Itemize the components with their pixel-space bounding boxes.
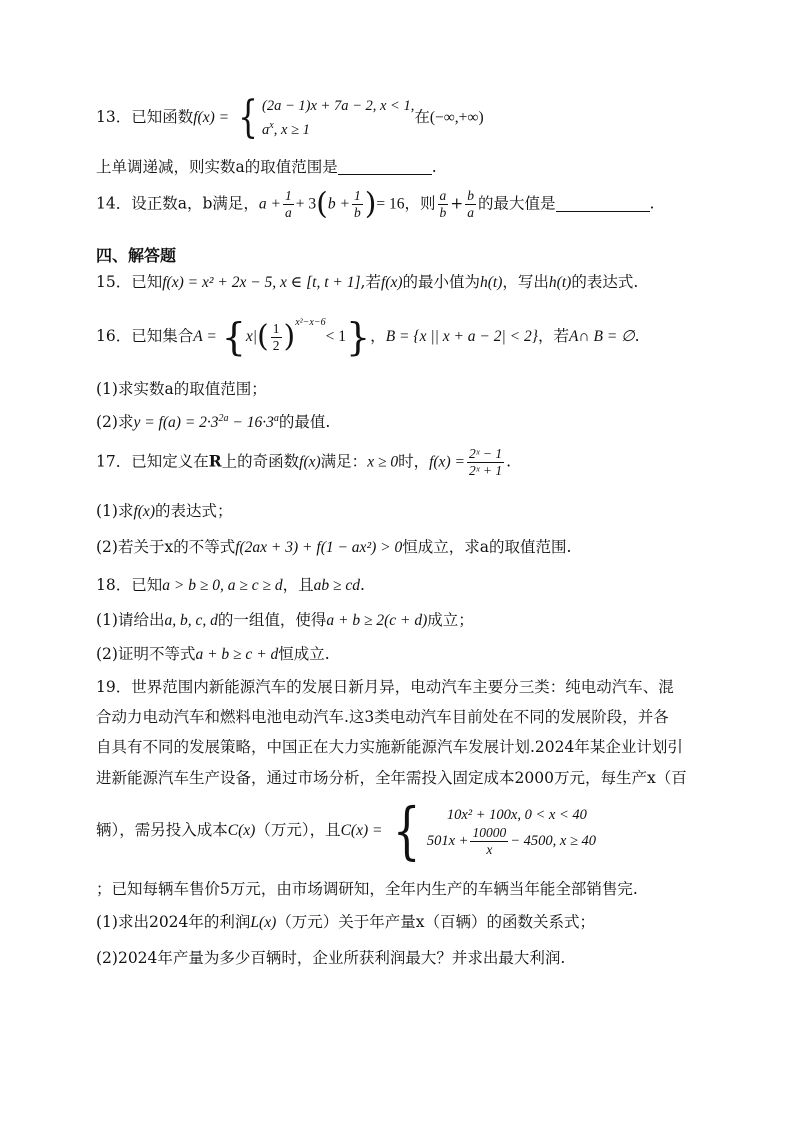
question-number: 18．	[96, 576, 132, 594]
question-13: 13．已知函数f(x) = { (2a − 1)x + 7a − 2, x < 1, $a^x$, x ≥ 1 在(−∞,+∞)	[96, 92, 484, 143]
question-19-line5: 辆），需另投入成本C(x)（万元），且C(x) = { 10x² + 100x, 0 < x < 40 501x + $\frac{10000}{x}$ − 4500, x ≥ 40	[96, 794, 597, 867]
left-brace-icon: {	[393, 794, 421, 867]
question-16-part2: (2)求$y = f(a) = 2\cdot 3^{2a} - 16\cdot 3^a$的最值.	[96, 413, 331, 432]
question-19-line4: 进新能源汽车生产设备，通过市场分析，全年需投入固定成本2000万元，每生产x（百	[96, 769, 687, 787]
question-19-line3: 自具有不同的发展策略，中国正在大力实施新能源汽车发展计划.2024年某企业计划引	[96, 738, 683, 756]
question-16-part1: (1)求实数a的取值范围；	[96, 380, 267, 398]
question-18: 18．已知a > b ≥ 0, a ≥ c ≥ d，且ab ≥ cd.	[96, 576, 365, 594]
question-18-part1: (1)请给出a, b, c, d的一组值，使得a + b ≥ 2(c + d)成立；	[96, 611, 474, 629]
question-15: 15．已知f(x) = x² + 2x − 5, x ∈ [t, t + 1],若f(x)的最小值为h(t)，写出h(t)的表达式.	[96, 273, 639, 291]
question-17-part2: (2)若关于x的不等式f(2ax + 3) + f(1 − ax²) > 0恒成立，求a的取值范围.	[96, 538, 572, 556]
question-16: 16．已知集合A = {x|( $\frac{1}{2}$ )$^{x^2-x-6}$< 1}，B = {x || x + a − 2| < 2}，若A∩ B = ∅.	[96, 315, 640, 359]
piecewise-cases: (2a − 1)x + 7a − 2, x < 1, $a^x$, x ≥ 1	[262, 98, 415, 138]
question-19-line6: ；已知每辆车售价5万元，由市场调研知，全年内生产的车辆当年能全部销售完.	[96, 880, 638, 898]
question-17-part1: (1)求f(x)的表达式；	[96, 502, 233, 520]
question-number: 14．	[96, 194, 132, 213]
answer-blank[interactable]	[556, 195, 650, 212]
question-19-part1: (1)求出2024年的利润L(x)（万元）关于年产量x（百辆）的函数关系式；	[96, 913, 595, 931]
question-number: 19．	[96, 678, 132, 696]
piecewise-cases: 10x² + 100x, 0 < x < 40 501x + $\frac{10000}{x}$ − 4500, x ≥ 40	[426, 806, 597, 857]
question-19: 19．世界范围内新能源汽车的发展日新月异，电动汽车主要分三类：纯电动汽车、混	[96, 678, 674, 696]
question-19-part2: (2)2024年产量为多少百辆时，企业所获利润最大？并求出最大利润.	[96, 949, 566, 967]
question-number: 17．	[96, 452, 132, 471]
question-13-line2: 上单调递减，则实数a的取值范围是 .	[96, 158, 437, 176]
question-number: 16．	[96, 327, 132, 345]
question-18-part2: (2)证明不等式a + b ≥ c + d恒成立.	[96, 645, 330, 663]
question-17: 17．已知定义在R上的奇函数f(x)满足：x ≥ 0时，f(x) = $\frac{\text{2ˣ − 1}}{\text{2ˣ + 1}}$ .	[96, 446, 512, 478]
question-19-line2: 合动力电动汽车和燃料电池电动汽车.这3类电动汽车目前处在不同的发展阶段，并各	[96, 708, 669, 726]
question-number: 15．	[96, 273, 132, 291]
left-brace-icon: {	[238, 92, 258, 143]
question-number: 13．	[96, 108, 132, 126]
question-14: 14．设正数a，b满足，a + $\frac{1}{a}$ + 3(b + $\frac{1}{b}$ )= 16，则 $\frac{a}{b}$ + $\frac{b}{a}$ 的最大值是 .	[96, 186, 655, 222]
section-heading: 四、解答题	[96, 246, 177, 265]
answer-blank[interactable]	[338, 158, 432, 175]
